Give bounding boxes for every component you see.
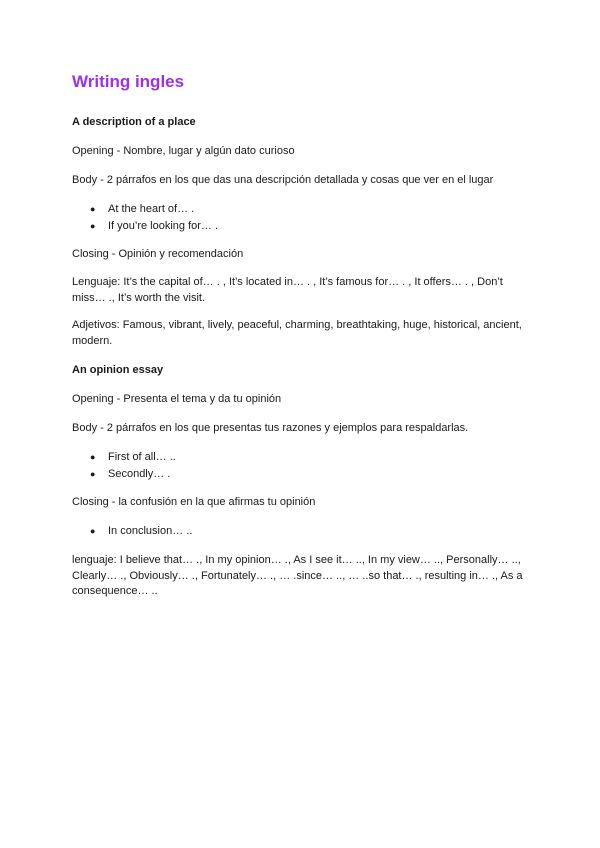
document-page [72,70,542,597]
opinion-closing-text: Closing - la confusión en la que afirmas tu opinión [72,496,316,508]
place-opening-text: Opening - Nombre, lugar y algún dato curioso [72,145,295,157]
bullet-icon: ● [90,452,96,462]
place-body-bullets [72,201,218,235]
opinion-opening-text: Opening - Presenta el tema y da tu opinión [72,393,282,405]
bullet-icon: ● [90,204,96,214]
opinion-closing-bullets [72,523,192,540]
opinion-body-bullets [72,449,176,483]
list-item: ● At the heart of… . [72,201,218,218]
section-heading-place: A description of a place [72,116,196,128]
bullet-icon: ● [90,221,96,231]
place-closing-text: Closing - Opinión y recomendación [72,248,244,260]
place-adjectives-text: Adjetivos: Famous, vibrant, lively, peaceful, charming, breathtaking, huge, historical, ancient, modern. [72,319,522,347]
list-item: ● Secondly… . [72,466,176,483]
bullet-icon: ● [90,526,96,536]
list-item: ● In conclusion… .. [72,523,192,540]
list-item: ● First of all… .. [72,449,176,466]
list-item: ● If you’re looking for… . [72,218,218,235]
bullet-icon: ● [90,469,96,479]
opinion-body-text: Body - 2 párrafos en los que presentas tus razones y ejemplos para respaldarlas. [72,422,469,434]
section-heading-opinion: An opinion essay [72,364,164,376]
place-body-text: Body - 2 párrafos en los que das una descripción detallada y cosas que ver en el lugar [72,174,494,186]
page-title: Writing ingles [72,72,185,91]
opinion-language-text: lenguaje: I believe that… ., In my opinion… ., As I see it… .., In my view… .., Personally… .., Clearly… ., Obviously… ., Fortunately… ., … .since… .., … ..so that… ., resulting in… ., As a consequence… .. [72,554,523,597]
place-language-text: Lenguaje: It’s the capital of… . , It’s located in… . , It’s famous for… . , It offers… . , Don’t miss… ., It’s worth the visit. [72,276,503,304]
